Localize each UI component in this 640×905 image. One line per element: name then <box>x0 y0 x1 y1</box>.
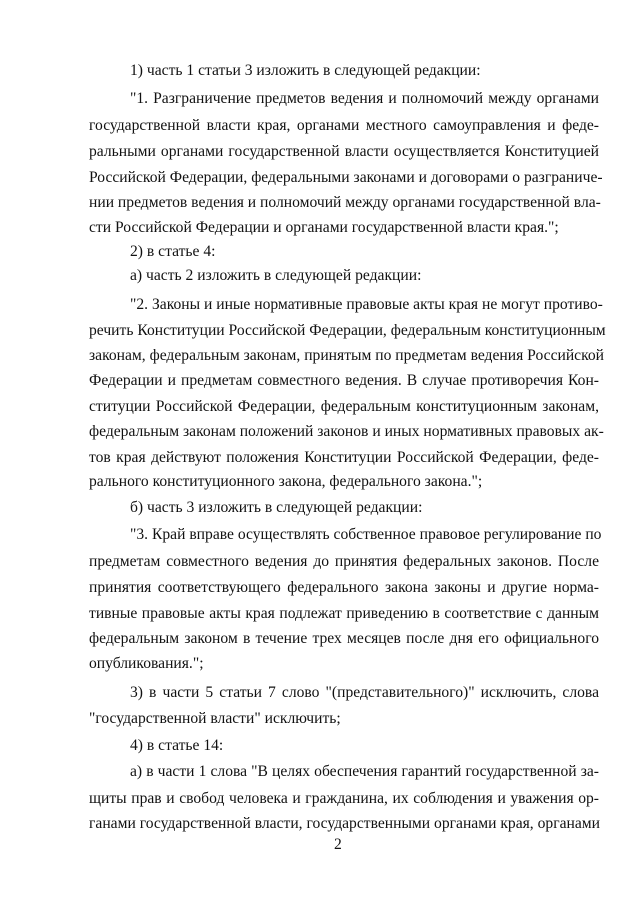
text-line: а) часть 2 изложить в следующей редакции: <box>130 267 422 284</box>
text-line: Федерации и предметам совместного ведения. В случае противоречия Кон- <box>89 372 599 389</box>
text-line: 4) в статье 14: <box>130 737 224 754</box>
text-line: "2. Законы и иные нормативные правовые акты края не могут противо- <box>130 296 603 313</box>
page-number: 2 <box>334 836 342 853</box>
text-line: федеральным законам положений законов и иных нормативных правовых ак- <box>89 423 604 440</box>
text-line: Российской Федерации, федеральными законами и договорами о разграниче- <box>89 169 603 186</box>
text-line: щиты прав и свобод человека и гражданина, их соблюдения и уважения ор- <box>89 790 599 807</box>
text-line: рального конституционного закона, федерального закона."; <box>89 473 483 490</box>
text-line: 3) в части 5 статьи 7 слово "(представительного)" исключить, слова <box>130 684 599 701</box>
text-line: сти Российской Федерации и органами государственной власти края."; <box>89 219 559 236</box>
text-line: а) в части 1 слова "В целях обеспечения гарантий государственной за- <box>130 763 599 780</box>
text-line: 1) часть 1 статьи 3 изложить в следующей редакции: <box>130 62 481 79</box>
text-line: тов края действуют положения Конституции Российской Федерации, феде- <box>89 449 599 466</box>
text-line: федеральным законом в течение трех месяцев после дня его официального <box>89 630 599 647</box>
text-line: речить Конституции Российской Федерации, федеральным конституционным <box>89 322 606 339</box>
text-line: государственной власти края, органами местного самоуправления и феде- <box>89 117 599 134</box>
text-line: принятия соответствующего федерального закона законы и другие норма- <box>89 579 599 596</box>
text-line: ганами государственной власти, государственными органами края, органами <box>89 815 600 832</box>
text-line: опубликования."; <box>89 655 204 672</box>
text-line: "3. Край вправе осуществлять собственное правовое регулирование по <box>130 526 602 543</box>
text-line: "государственной власти" исключить; <box>89 710 341 727</box>
text-line: тивные правовые акты края подлежат приведению в соответствие с данным <box>89 605 599 622</box>
text-line: предметам совместного ведения до принятия федеральных законов. После <box>89 553 599 570</box>
text-line: нии предметов ведения и полномочий между органами государственной вла- <box>89 194 601 211</box>
text-line: 2) в статье 4: <box>130 243 216 260</box>
text-line: законам, федеральным законам, принятым по предметам ведения Российской <box>89 347 605 364</box>
text-line: б) часть 3 изложить в следующей редакции: <box>130 499 423 516</box>
text-line: ральными органами государственной власти осуществляется Конституцией <box>89 143 599 160</box>
text-line: "1. Разграничение предметов ведения и полномочий между органами <box>130 90 599 107</box>
text-line: ституции Российской Федерации, федеральным конституционным законам, <box>89 398 599 415</box>
